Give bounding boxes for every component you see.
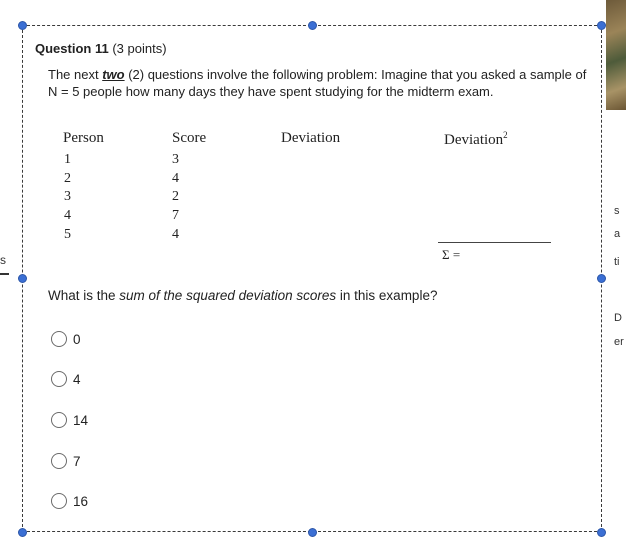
column-header-deviation: Deviation — [281, 130, 341, 146]
answer-option[interactable] — [51, 371, 81, 387]
resize-handle-bottom-center[interactable] — [308, 528, 317, 537]
resize-handle-top-left[interactable] — [18, 21, 27, 30]
answer-option[interactable] — [51, 493, 88, 509]
column-header-person: Person — [63, 130, 104, 146]
prompt-emphasis: sum of the squared deviation scores — [119, 288, 337, 303]
answer-option[interactable] — [51, 331, 81, 347]
radio-button[interactable] — [51, 493, 67, 509]
option-label: 4 — [73, 371, 81, 387]
question-title — [35, 41, 167, 56]
person-cell: 1 — [64, 152, 71, 167]
sum-label: Σ = — [442, 247, 461, 262]
problem-emphasis: two — [102, 67, 125, 82]
option-label: 7 — [73, 453, 81, 469]
score-cell: 3 — [172, 152, 179, 167]
background-text-fragment: ti — [614, 256, 620, 268]
person-cell: 4 — [64, 208, 71, 223]
problem-text — [48, 67, 588, 100]
resize-handle-bottom-right[interactable] — [597, 528, 606, 537]
prompt-text-part: in this example? — [336, 288, 438, 303]
background-image — [606, 0, 626, 110]
person-cell: 5 — [64, 227, 71, 242]
radio-button[interactable] — [51, 331, 67, 347]
column-header-deviation-squared — [444, 130, 508, 149]
resize-handle-top-right[interactable] — [597, 21, 606, 30]
score-cell: 2 — [172, 189, 179, 204]
answer-option[interactable] — [51, 412, 88, 428]
background-right — [606, 0, 626, 541]
question-number: Question 11 — [35, 41, 109, 56]
background-text-fragment: D — [614, 312, 622, 324]
person-cell: 3 — [64, 189, 71, 204]
background-text-fragment: er — [614, 336, 624, 348]
score-cell: 7 — [172, 208, 179, 223]
background-text-fragment: s — [0, 253, 6, 267]
resize-handle-bottom-left[interactable] — [18, 528, 27, 537]
background-text-fragment: s — [614, 205, 620, 217]
radio-button[interactable] — [51, 371, 67, 387]
sum-underline — [438, 242, 551, 243]
score-cell: 4 — [172, 227, 179, 242]
radio-button[interactable] — [51, 412, 67, 428]
answer-option[interactable] — [51, 453, 81, 469]
superscript: 2 — [503, 130, 508, 140]
resize-handle-top-center[interactable] — [308, 21, 317, 30]
prompt-text-part: What is the — [48, 288, 120, 303]
background-bar — [0, 273, 9, 275]
problem-text-part: The next — [48, 67, 103, 82]
option-label: 14 — [73, 412, 89, 428]
column-header-score: Score — [172, 130, 207, 146]
selection-frame[interactable] — [22, 25, 602, 532]
problem-text-part: (2) questions involve the following problem: Imagine that you asked a sample of N = 5 people how many days they have spent studying for the midterm exam. — [48, 67, 587, 99]
score-cell: 4 — [172, 171, 179, 186]
radio-button[interactable] — [51, 453, 67, 469]
person-cell: 2 — [64, 171, 71, 186]
option-label: 16 — [73, 493, 89, 509]
resize-handle-middle-right[interactable] — [597, 274, 606, 283]
background-left — [0, 0, 22, 541]
background-text-fragment: a — [614, 228, 621, 240]
resize-handle-middle-left[interactable] — [18, 274, 27, 283]
question-prompt — [48, 288, 437, 303]
option-label: 0 — [73, 331, 81, 347]
question-points: (3 points) — [112, 41, 167, 56]
header-text: Deviation — [444, 132, 504, 148]
